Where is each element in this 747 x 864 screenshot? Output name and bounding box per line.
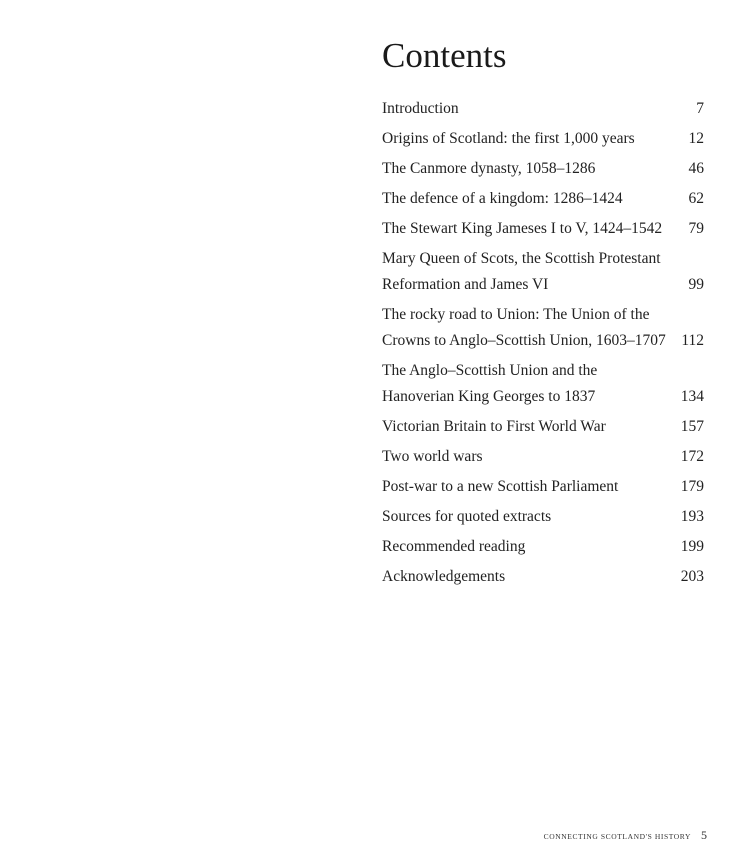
toc-entry[interactable] — [382, 302, 704, 354]
toc-entry-title: Victorian Britain to First World War — [382, 418, 606, 435]
toc-entry-title: The Anglo–Scottish Union and the Hanoverian King Georges to 1837 — [382, 362, 598, 405]
toc-entry-page: 172 — [680, 448, 704, 465]
toc-entry-title: Acknowledgements — [382, 568, 506, 585]
toc-entry-page: 157 — [680, 418, 704, 435]
toc-entry-page: 99 — [688, 276, 704, 293]
toc-entry-page: 46 — [688, 160, 704, 177]
toc-entry[interactable] — [382, 534, 704, 560]
toc-entry-page: 12 — [688, 130, 704, 147]
toc-entry-page: 199 — [680, 538, 704, 555]
running-footer — [544, 828, 707, 843]
toc-entry[interactable] — [382, 358, 704, 410]
toc-entry-title: The Canmore dynasty, 1058–1286 — [382, 160, 596, 177]
toc-entry[interactable] — [382, 504, 704, 530]
toc-entry-page: 203 — [680, 568, 704, 585]
toc-entry-page: 79 — [688, 220, 704, 237]
table-of-contents — [382, 96, 704, 590]
toc-entry-page: 62 — [688, 190, 704, 207]
toc-entry-title: Origins of Scotland: the first 1,000 years — [382, 130, 635, 147]
folio-page-number: 5 — [701, 828, 707, 842]
toc-entry-title: Post-war to a new Scottish Parliament — [382, 478, 619, 495]
toc-entry-title: Introduction — [382, 100, 459, 117]
toc-entry-title: Sources for quoted extracts — [382, 508, 552, 525]
toc-entry-title: The Stewart King Jameses I to V, 1424–1542 — [382, 220, 663, 237]
toc-entry-page: 193 — [680, 508, 704, 525]
toc-entry-title: Two world wars — [382, 448, 483, 465]
toc-entry[interactable] — [382, 414, 704, 440]
page-title: Contents — [382, 36, 507, 75]
toc-entry[interactable] — [382, 564, 704, 590]
running-head: CONNECTING SCOTLAND'S HISTORY — [543, 832, 691, 841]
toc-entry[interactable] — [382, 216, 704, 242]
toc-entry[interactable] — [382, 126, 704, 152]
toc-entry-title: The rocky road to Union: The Union of the Crowns to Anglo–Scottish Union, 1603–1707 — [382, 306, 666, 349]
toc-entry-page: 7 — [696, 100, 704, 117]
toc-entry[interactable] — [382, 156, 704, 182]
toc-entry-page: 112 — [681, 332, 704, 349]
toc-entry-title: Mary Queen of Scots, the Scottish Protestant Reformation and James VI — [382, 250, 661, 293]
toc-entry-page: 134 — [680, 388, 704, 405]
toc-entry[interactable] — [382, 444, 704, 470]
toc-entry-title: The defence of a kingdom: 1286–1424 — [382, 190, 623, 207]
toc-entry[interactable] — [382, 246, 704, 298]
toc-entry[interactable] — [382, 474, 704, 500]
toc-entry[interactable] — [382, 96, 704, 122]
contents-section — [382, 36, 704, 594]
toc-entry-title: Recommended reading — [382, 538, 526, 555]
toc-entry[interactable] — [382, 186, 704, 212]
toc-entry-page: 179 — [680, 478, 704, 495]
